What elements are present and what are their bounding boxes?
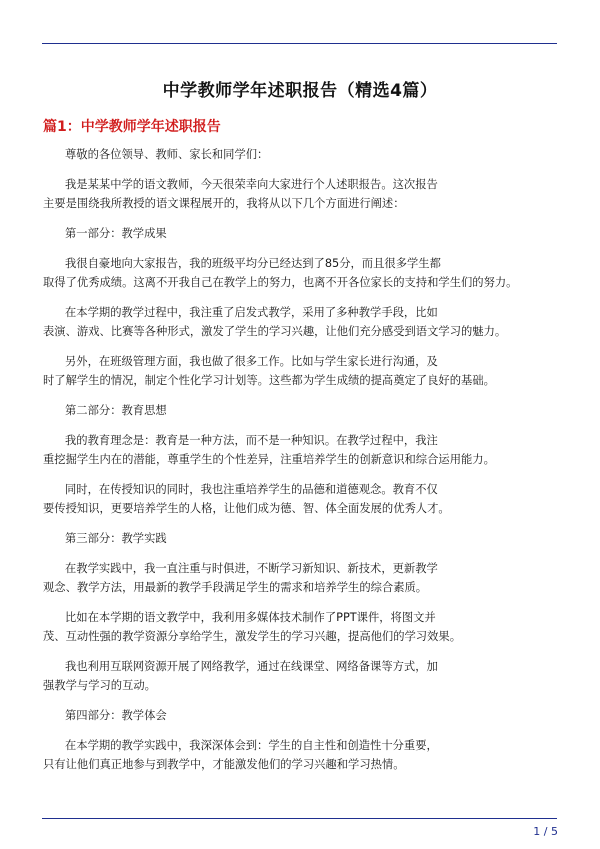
document-title: 中学教师学年述职报告（精选4篇） bbox=[162, 81, 438, 101]
paragraph bbox=[43, 559, 558, 597]
paragraph-line: 第一部分：教学成果 bbox=[65, 227, 167, 240]
paragraph bbox=[43, 431, 558, 469]
paragraph bbox=[43, 480, 558, 518]
section-heading: 篇1：中学教师学年述职报告 bbox=[43, 119, 221, 135]
paragraph-line: 我也利用互联网资源开展了网络教学，通过在线课堂、网络备课等方式，加 bbox=[65, 660, 438, 673]
footer-rule bbox=[42, 818, 557, 819]
paragraph-line: 第四部分：教学体会 bbox=[65, 709, 167, 722]
paragraph bbox=[43, 657, 558, 695]
paragraph-line: 第二部分：教育思想 bbox=[65, 404, 167, 417]
paragraph bbox=[43, 706, 558, 725]
paragraph-line: 强教学与学习的互动。 bbox=[43, 679, 156, 692]
paragraph bbox=[43, 401, 558, 420]
paragraph-line: 比如在本学期的语文教学中，我利用多媒体技术制作了PPT课件，将图文并 bbox=[65, 611, 436, 624]
paragraph-line: 尊敬的各位领导、教师、家长和同学们： bbox=[65, 148, 269, 161]
paragraph bbox=[43, 145, 558, 164]
paragraph-line: 观念、教学方法，用最新的教学手段满足学生的需求和培养学生的综合素质。 bbox=[43, 581, 428, 594]
page-number: 1 / 5 bbox=[533, 825, 558, 838]
document-body bbox=[43, 145, 558, 785]
paragraph-line: 取得了优秀成绩。这离不开我自己在教学上的努力，也离不开各位家长的支持和学生们的努力。 bbox=[43, 276, 518, 289]
paragraph bbox=[43, 254, 558, 292]
paragraph-line: 我的教育理念是：教育是一种方法，而不是一种知识。在教学过程中，我注 bbox=[65, 434, 438, 447]
paragraph-line: 表演、游戏、比赛等各种形式，激发了学生的学习兴趣，让他们充分感受到语文学习的魅力。 bbox=[43, 325, 507, 338]
paragraph-line: 我是某某中学的语文教师，今天很荣幸向大家进行个人述职报告。这次报告 bbox=[65, 178, 438, 191]
paragraph-line: 在本学期的教学实践中，我深深体会到：学生的自主性和创造性十分重要， bbox=[65, 739, 438, 752]
paragraph-line: 我很自豪地向大家报告，我的班级平均分已经达到了85分，而且很多学生都 bbox=[65, 257, 441, 270]
paragraph-line: 在本学期的教学过程中，我注重了启发式教学，采用了多种教学手段，比如 bbox=[65, 306, 438, 319]
paragraph-line: 另外，在班级管理方面，我也做了很多工作。比如与学生家长进行沟通，及 bbox=[65, 355, 438, 368]
paragraph-line: 同时，在传授知识的同时，我也注重培养学生的品德和道德观念。教育不仅 bbox=[65, 483, 438, 496]
paragraph-line: 重挖掘学生内在的潜能，尊重学生的个性差异，注重培养学生的创新意识和综合运用能力。 bbox=[43, 453, 495, 466]
paragraph bbox=[43, 175, 558, 213]
paragraph-line: 第三部分：教学实践 bbox=[65, 532, 167, 545]
paragraph bbox=[43, 529, 558, 548]
paragraph bbox=[43, 608, 558, 646]
header-rule bbox=[42, 43, 557, 44]
paragraph-line: 要传授知识，更要培养学生的人格，让他们成为德、智、体全面发展的优秀人才。 bbox=[43, 502, 450, 515]
paragraph-line: 在教学实践中，我一直注重与时俱进，不断学习新知识、新技术，更新教学 bbox=[65, 562, 438, 575]
paragraph-line: 茂、互动性强的教学资源分享给学生，激发学生的学习兴趣，提高他们的学习效果。 bbox=[43, 630, 461, 643]
paragraph-line: 主要是围绕我所教授的语文课程展开的，我将从以下几个方面进行阐述： bbox=[43, 197, 405, 210]
paragraph bbox=[43, 736, 558, 774]
paragraph-line: 时了解学生的情况，制定个性化学习计划等。这些都为学生成绩的提高奠定了良好的基础。 bbox=[43, 374, 495, 387]
paragraph-line: 只有让他们真正地参与到教学中，才能激发他们的学习兴趣和学习热情。 bbox=[43, 758, 405, 771]
paragraph bbox=[43, 224, 558, 243]
paragraph bbox=[43, 352, 558, 390]
paragraph bbox=[43, 303, 558, 341]
